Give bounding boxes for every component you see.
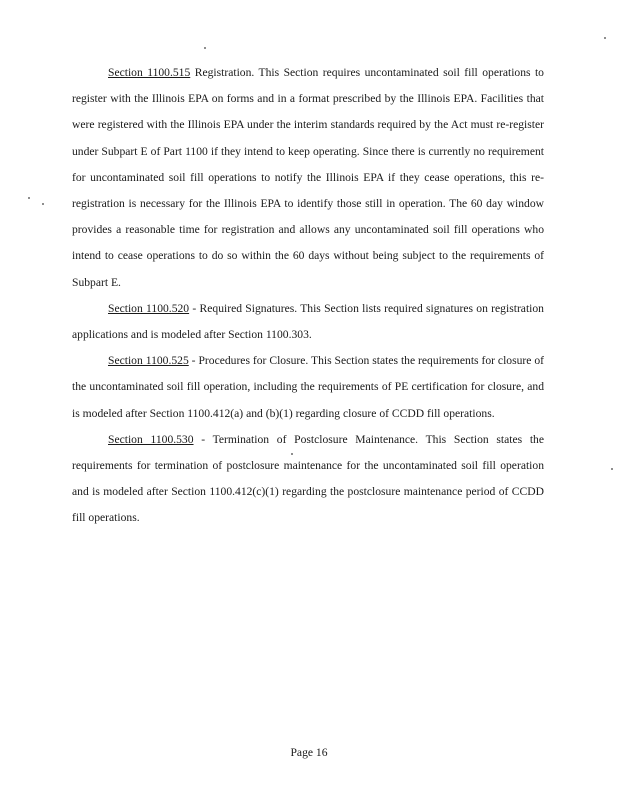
- paragraph-text: Registration. This Section requires uncontaminated soil fill operations to register with the Illinois EPA on forms and in a format prescribed by the Illinois EPA. Facilities that were registered with the Illinois EPA under the interim standards required by the Act must re-register under Subpart E of Part 1100 if they intend to keep operating. Since there is currently no requirement for uncontaminated soil fill operations to notify the Illinois EPA if they cease operations, this re-registration is necessary for the Illinois EPA to identify those still in operation. The 60 day window provides a reasonable time for registration and allows any uncontaminated soil fill operations who intend to cease operations to do so within the 60 days without being subject to the requirements of Subpart E.: [72, 66, 544, 289]
- paragraph-text: - Termination of Postclosure Maintenance. This Section states the requirements for termination of postclosure maintenance for the uncontaminated soil fill operation and is modeled after Section 1100.412(c)(1) regarding the postclosure maintenance period of CCDD fill operations.: [72, 432, 544, 525]
- scan-speck: [291, 453, 293, 455]
- section-reference: Section 1100.515: [108, 66, 191, 79]
- section-reference: Section 1100.520: [108, 301, 190, 315]
- scan-speck: [611, 468, 613, 470]
- document-body: [72, 60, 544, 532]
- scan-speck: [28, 197, 30, 199]
- paragraph-text: - Required Signatures. This Section lists required signatures on registration applications and is modeled after Section 1100.303.: [72, 301, 544, 342]
- scan-speck: [42, 203, 44, 205]
- page-number: Page 16: [290, 746, 328, 759]
- scan-speck: [604, 37, 606, 39]
- scan-speck: [204, 47, 206, 49]
- paragraph-section-1100-525: [72, 348, 544, 427]
- paragraph-text: - Procedures for Closure. This Section states the requirements for closure of the uncontaminated soil fill operation, including the requirements of PE certification for closure, and is modeled after Section 1100.412(a) and (b)(1) regarding closure of CCDD fill operations.: [72, 354, 544, 420]
- paragraph-section-1100-515: [72, 60, 544, 296]
- section-reference: Section 1100.525: [108, 354, 189, 368]
- section-reference: Section 1100.530: [108, 432, 194, 446]
- paragraph-section-1100-520: [72, 296, 544, 348]
- paragraph-section-1100-530: [72, 427, 544, 532]
